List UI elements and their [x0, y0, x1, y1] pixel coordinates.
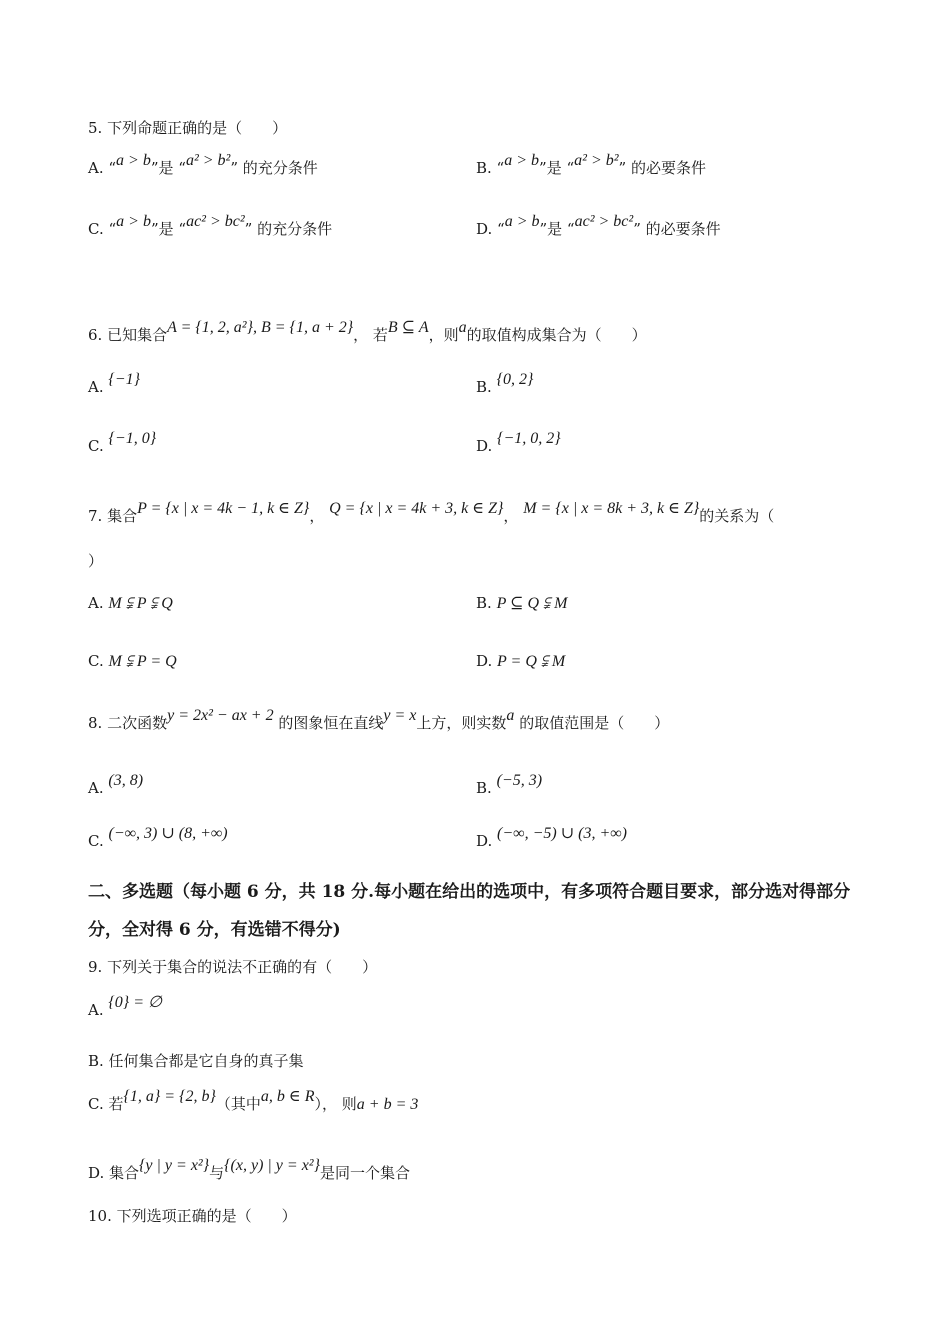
q7-option-b: B. P ⊆ Q ⫋ M	[476, 594, 568, 612]
q8-option-c: C. (−∞, 3) ∪ (8, +∞)	[88, 825, 228, 850]
q9-option-c: C. 若{1, a} = {2, b}（其中a, b ∈ R）， 则a + b = 3	[88, 1088, 419, 1113]
q6-option-d: D. {−1, 0, 2}	[476, 430, 561, 455]
q5-option-c: C. “a > b”是 “ac² > bc²” 的充分条件	[88, 213, 333, 238]
q9-stem: 9. 下列关于集合的说法不正确的有（ ）	[88, 958, 378, 976]
q5-option-d: D. “a > b”是 “ac² > bc²” 的必要条件	[476, 213, 721, 238]
q10-stem: 10. 下列选项正确的是（ ）	[88, 1207, 297, 1225]
q6-option-c: C. {−1, 0}	[88, 430, 157, 455]
q6-option-b: B. {0, 2}	[476, 371, 534, 396]
q8-option-a: A. (3, 8)	[88, 772, 144, 797]
q5-option-a: A. “a > b”是 “a² > b²” 的充分条件	[88, 152, 318, 177]
q8-option-d: D. (−∞, −5) ∪ (3, +∞)	[476, 825, 627, 850]
q9-option-a: A. {0} = ∅	[88, 994, 162, 1019]
q5-stem: 5. 下列命题正确的是（ ）	[88, 119, 288, 137]
q7-option-a: A. M ⫋ P ⫋ Q	[88, 594, 173, 612]
q7-stem: 7. 集合P = {x | x = 4k − 1, k ∈ Z}， Q = {x | x = 4k + 3, k ∈ Z}， M = {x | x = 8k + 3, k ∈ Z}的关系为（	[88, 500, 775, 525]
q7-stem-close: ）	[88, 552, 104, 570]
q9-option-d: D. 集合{y | y = x²}与{(x, y) | y = x²}是同一个集合	[88, 1157, 411, 1182]
q9-option-b: B. 任何集合都是它自身的真子集	[88, 1052, 304, 1070]
q8-stem: 8. 二次函数y = 2x² − ax + 2 的图象恒在直线y = x上方，则实数a 的取值范围是（ ）	[88, 707, 670, 732]
q5-option-b: B. “a > b”是 “a² > b²” 的必要条件	[476, 152, 706, 177]
q7-option-d: D. P = Q ⫋ M	[476, 652, 566, 670]
q6-option-a: A. {−1}	[88, 371, 140, 396]
q6-stem: 6. 已知集合A = {1, 2, a²}, B = {1, a + 2}， 若B ⊆ A，则a的取值构成集合为（ ）	[88, 319, 647, 344]
q7-option-c: C. M ⫋ P = Q	[88, 652, 177, 670]
section-heading-multiple-choice: 二、多选题（每小题 6 分，共 18 分.每小题在给出的选项中，有多项符合题目要求，部分选对得部分分，全对得 6 分，有选错不得分)	[88, 882, 851, 940]
q8-option-b: B. (−5, 3)	[476, 772, 543, 797]
